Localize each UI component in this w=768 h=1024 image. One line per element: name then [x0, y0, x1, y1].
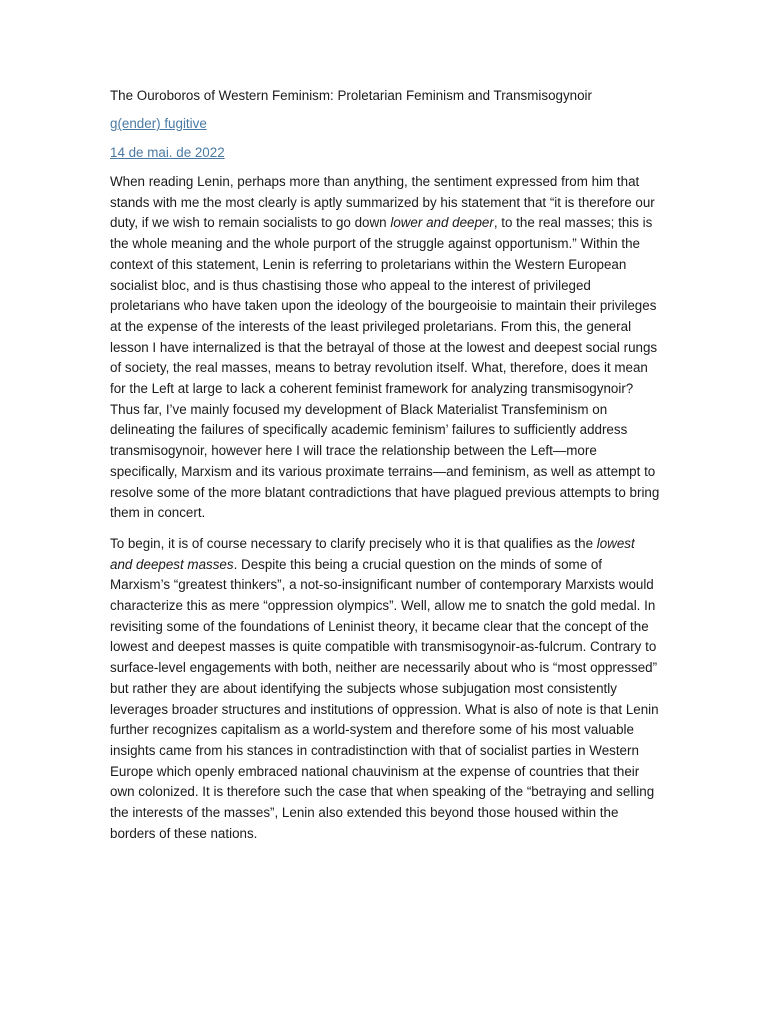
paragraph-2-text-a: To begin, it is of course necessary to clarify precisely who it is that qualifies as the: [110, 535, 597, 551]
author-link[interactable]: g(ender) fugitive: [110, 116, 207, 131]
paragraph-1-text-b: , to the real masses; this is the whole meaning and the whole purport of the struggle against opportunism.” Within the context of this statement, Lenin is referring to proletarians within the Western European socialist bloc, and is thus chastising those who appeal to the interest of privileged proletarians who have taken upon the ideology of the bourgeoisie to maintain their privileges at the expense of the interests of the least privileged proletarians. From this, the general lesson I have internalized is that the betrayal of those at the lowest and deepest social rungs of society, the real masses, means to betray revolution itself. What, therefore, does it mean for the Left at large to lack a coherent feminist framework for analyzing transmisogynoir? Thus far, I’ve mainly focused my development of Black Materialist Transfeminism on delineating the failures of specifically academic feminism’ failures to sufficiently address transmisogynoir, however here I will trace the relationship between the Left—more specifically, Marxism and its various proximate terrains—and feminism, as well as attempt to resolve some of the more blatant contradictions that have plagued previous attempts to bring them in concert.: [110, 215, 660, 521]
publish-date-link[interactable]: 14 de mai. de 2022: [110, 145, 225, 160]
paragraph-2-text-b: . Despite this being a crucial question on the minds of some of Marxism’s “greatest thinkers”, a not-so-insignificant number of contemporary Marxists would characterize this as mere “oppression olympics”. Well, allow me to snatch the gold medal. In revisiting some of the foundations of Leninist theory, it became clear that the concept of the lowest and deepest masses is quite compatible with transmisogynoir-as-fulcrum. Contrary to surface-level engagements with both, neither are necessarily about who is “most oppressed” but rather they are about identifying the subjects whose subjugation most consistently leverages broader structures and institutions of oppression. What is also of note is that Lenin further recognizes capitalism as a world-system and therefore some of his most valuable insights came from his stances in contradistinction with that of socialist parties in Western Europe which openly embraced national chauvinism at the expense of countries that their own colonized. It is therefore such the case that when speaking of the “betraying and selling the interests of the masses”, Lenin also extended this beyond those housed within the borders of these nations.: [110, 556, 659, 841]
paragraph-1-text-a: When reading Lenin, perhaps more than anything, the sentiment expressed from him that stands with me the most clearly is aptly summarized by his statement that “it is therefore our duty, if we wish to remain socialists to go down: [110, 174, 655, 231]
paragraph-1-emphasis: lower and deeper: [390, 215, 494, 231]
document-title: The Ouroboros of Western Feminism: Proletarian Feminism and Transmisogynoir: [110, 88, 592, 103]
document-body: [110, 86, 660, 855]
paragraph-1: [110, 172, 660, 524]
paragraph-2-emphasis: lowest and deepest masses: [110, 535, 635, 572]
paragraph-2: [110, 534, 660, 845]
